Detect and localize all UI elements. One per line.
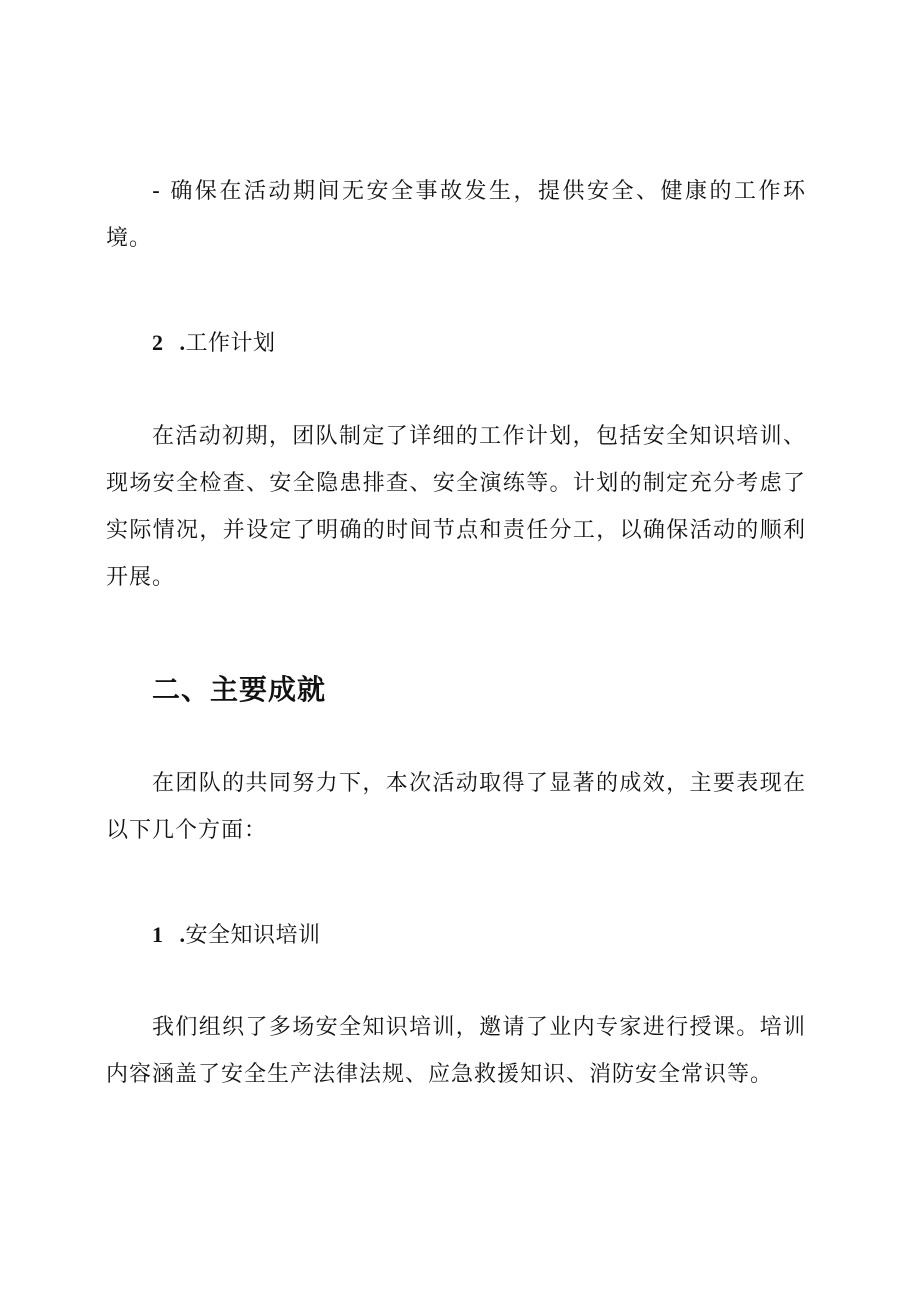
training-subheading-title: 安全知识培训 <box>185 923 321 948</box>
goal-bullet-item: - 确保在活动期间无安全事故发生，提供安全、健康的工作环境。 <box>106 179 806 251</box>
training-subheading <box>152 920 321 951</box>
plan-subheading-title: 工作计划 <box>185 331 276 356</box>
training-subheading-number: 1 <box>152 922 164 947</box>
plan-subheading-number: 2 <box>152 330 164 355</box>
achievements-heading: 二、主要成就 <box>152 673 327 706</box>
plan-subheading <box>152 328 276 359</box>
plan-paragraph: 在活动初期，团队制定了详细的工作计划，包括安全知识培训、现场安全检查、安全隐患排查、安全演练等。计划的制定充分考虑了实际情况，并设定了明确的时间节点和责任分工，以确保活动的顺利开展。 <box>106 424 806 590</box>
achievements-intro-paragraph: 在团队的共同努力下，本次活动取得了显著的成效，主要表现在以下几个方面： <box>106 771 806 843</box>
plan-subheading-dot: . <box>179 330 186 355</box>
training-subheading-dot: . <box>179 922 186 947</box>
training-paragraph: 我们组织了多场安全知识培训，邀请了业内专家进行授课。培训内容涵盖了安全生产法律法规、应急救援知识、消防安全常识等。 <box>106 1015 806 1087</box>
